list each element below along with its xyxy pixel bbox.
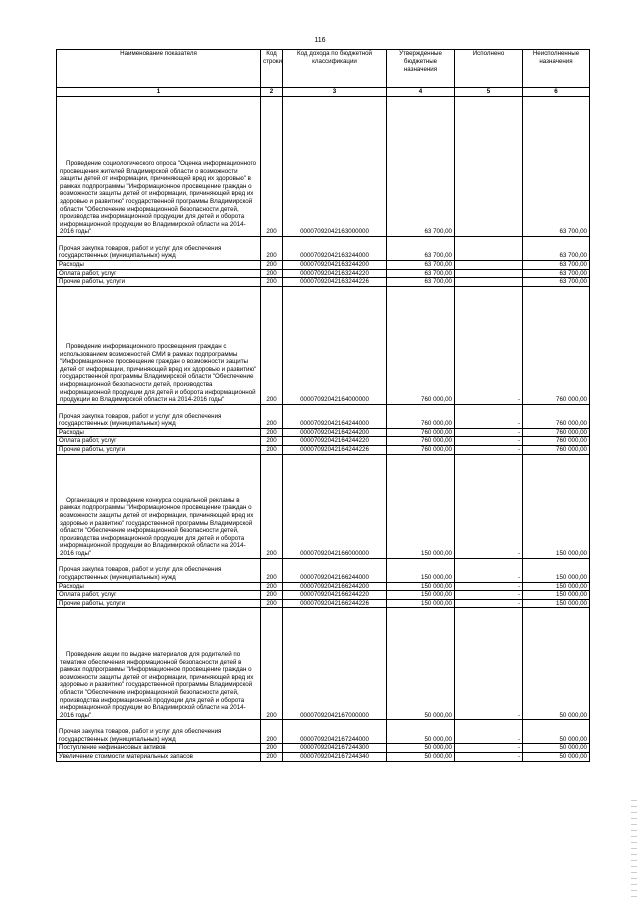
row-executed <box>455 97 523 237</box>
row-approved: 760 000,00 <box>387 286 455 404</box>
table-row <box>57 720 590 744</box>
row-line-code: 200 <box>261 720 283 744</box>
row-name: Прочие работы, услуги <box>57 278 261 287</box>
row-approved: 63 700,00 <box>387 261 455 270</box>
column-number: 6 <box>523 88 590 97</box>
row-executed: - <box>455 454 523 558</box>
column-number: 1 <box>57 88 261 97</box>
header-approved: Утвержденные бюджетные назначения <box>387 50 455 88</box>
row-name: Увеличение стоимости материальных запасов <box>57 752 261 761</box>
row-approved: 50 000,00 <box>387 720 455 744</box>
row-line-code: 200 <box>261 261 283 270</box>
row-approved: 63 700,00 <box>387 97 455 237</box>
row-unexecuted: 63 700,00 <box>523 97 590 237</box>
row-executed: - <box>455 591 523 600</box>
row-unexecuted: 760 000,00 <box>523 437 590 446</box>
row-income-code: 00007092042167000000 <box>283 608 387 720</box>
table-row <box>57 591 590 600</box>
row-executed: - <box>455 582 523 591</box>
table-row <box>57 286 590 404</box>
row-approved: 760 000,00 <box>387 428 455 437</box>
row-unexecuted: 150 000,00 <box>523 599 590 608</box>
row-line-code: 200 <box>261 752 283 761</box>
row-line-code: 200 <box>261 744 283 753</box>
row-executed: - <box>455 744 523 753</box>
row-executed <box>455 261 523 270</box>
row-unexecuted: 63 700,00 <box>523 261 590 270</box>
row-line-code: 200 <box>261 437 283 446</box>
row-income-code: 00007092042166244000 <box>283 558 387 582</box>
row-line-code: 200 <box>261 582 283 591</box>
row-income-code: 00007092042164000000 <box>283 286 387 404</box>
row-name: Расходы <box>57 582 261 591</box>
header-line-code: Код строки <box>261 50 283 88</box>
row-income-code: 00007092042164244000 <box>283 404 387 428</box>
row-line-code: 200 <box>261 97 283 237</box>
row-line-code: 200 <box>261 608 283 720</box>
row-name: Прочие работы, услуги <box>57 445 261 454</box>
row-executed <box>455 269 523 278</box>
row-executed: - <box>455 286 523 404</box>
row-name: Поступление нефинансовых активов <box>57 744 261 753</box>
table-row <box>57 437 590 446</box>
row-approved: 150 000,00 <box>387 591 455 600</box>
table-body <box>57 97 590 762</box>
row-name: Прочие работы, услуги <box>57 599 261 608</box>
row-approved: 50 000,00 <box>387 744 455 753</box>
row-line-code: 200 <box>261 269 283 278</box>
row-approved: 50 000,00 <box>387 608 455 720</box>
table-row <box>57 558 590 582</box>
row-name: Организация и проведение конкурса социальной рекламы в рамках подпрограммы "Информационное просвещение граждан о возможности защиты детей от информации, причиняющей вред их здоровью и развитию" государственной программы Владимирской области "Обеспечение информационной безопасности детей, производства информационной продукции для детей и оборота информационной продукции во Владимирской области на 2014-2016 годы" <box>57 454 261 558</box>
row-approved: 63 700,00 <box>387 237 455 261</box>
row-approved: 150 000,00 <box>387 558 455 582</box>
row-approved: 760 000,00 <box>387 445 455 454</box>
row-executed: - <box>455 720 523 744</box>
row-name: Прочая закупка товаров, работ и услуг для обеспечения государственных (муниципальных) нужд <box>57 720 261 744</box>
row-income-code: 00007092042166244200 <box>283 582 387 591</box>
header-unexecuted: Неисполненные назначения <box>523 50 590 88</box>
row-executed: - <box>455 445 523 454</box>
row-unexecuted: 63 700,00 <box>523 269 590 278</box>
row-executed: - <box>455 558 523 582</box>
row-unexecuted: 50 000,00 <box>523 720 590 744</box>
row-executed: - <box>455 608 523 720</box>
row-income-code: 00007092042166244220 <box>283 591 387 600</box>
row-line-code: 200 <box>261 591 283 600</box>
row-unexecuted: 50 000,00 <box>523 744 590 753</box>
row-approved: 760 000,00 <box>387 437 455 446</box>
column-number: 5 <box>455 88 523 97</box>
header-income-code: Код дохода по бюджетной классификации <box>283 50 387 88</box>
row-line-code: 200 <box>261 428 283 437</box>
row-income-code: 00007092042163244200 <box>283 261 387 270</box>
table-row <box>57 428 590 437</box>
row-income-code: 00007092042167244000 <box>283 720 387 744</box>
header-executed: Исполнено <box>455 50 523 88</box>
row-unexecuted: 760 000,00 <box>523 404 590 428</box>
row-income-code: 00007092042163244220 <box>283 269 387 278</box>
row-line-code: 200 <box>261 286 283 404</box>
row-line-code: 200 <box>261 558 283 582</box>
row-unexecuted: 150 000,00 <box>523 582 590 591</box>
row-unexecuted: 50 000,00 <box>523 752 590 761</box>
row-unexecuted: 150 000,00 <box>523 591 590 600</box>
table-row <box>57 582 590 591</box>
column-number: 4 <box>387 88 455 97</box>
row-approved: 63 700,00 <box>387 278 455 287</box>
row-approved: 63 700,00 <box>387 269 455 278</box>
table-row <box>57 752 590 761</box>
row-executed: - <box>455 428 523 437</box>
table-row <box>57 269 590 278</box>
row-income-code: 00007092042164244220 <box>283 437 387 446</box>
row-approved: 50 000,00 <box>387 752 455 761</box>
column-number: 2 <box>261 88 283 97</box>
row-name: Прочая закупка товаров, работ и услуг для обеспечения государственных (муниципальных) нужд <box>57 237 261 261</box>
row-unexecuted: 760 000,00 <box>523 445 590 454</box>
row-name: Проведение информационного просвещения граждан с использованием возможностей СМИ в рамках подпрограммы "Информационное просвещение граждан о возможности защиты детей от информации, причиняющей вред их здоровью и развитию" государственной программы Владимирской области "Обеспечение информационной безопасности детей, производства информационной продукции для детей и оборота информационной продукции во Владимирской области на 2014-2016 годы" <box>57 286 261 404</box>
header-name: Наименование показателя <box>57 50 261 88</box>
row-unexecuted: 760 000,00 <box>523 286 590 404</box>
row-approved: 150 000,00 <box>387 454 455 558</box>
row-unexecuted: 63 700,00 <box>523 237 590 261</box>
row-executed <box>455 237 523 261</box>
row-approved: 150 000,00 <box>387 599 455 608</box>
row-executed: - <box>455 752 523 761</box>
row-unexecuted: 150 000,00 <box>523 558 590 582</box>
row-executed: - <box>455 404 523 428</box>
table-row <box>57 237 590 261</box>
row-income-code: 00007092042163244226 <box>283 278 387 287</box>
row-name: Прочая закупка товаров, работ и услуг для обеспечения государственных (муниципальных) нужд <box>57 404 261 428</box>
row-unexecuted: 63 700,00 <box>523 278 590 287</box>
page-number: 116 <box>314 37 326 44</box>
row-name: Проведение социологического опроса "Оценка информационного просвещения жителей Владимирской области о возможности защиты детей от информации, причиняющей вред их здоровью" в рамках подпрограммы "Информационное просвещение граждан о возможности защиты детей от информации, причиняющей вред их здоровью и развитию" государственной программы Владимирской области "Обеспечение информационной безопасности детей, производства информационной продукции для детей и оборота информационной продукции во Владимирской области на 2014-2016 годы" <box>57 97 261 237</box>
table-row <box>57 404 590 428</box>
table-row <box>57 744 590 753</box>
row-name: Оплата работ, услуг <box>57 437 261 446</box>
row-income-code: 00007092042163244000 <box>283 237 387 261</box>
row-line-code: 200 <box>261 278 283 287</box>
scan-artifact <box>631 800 637 900</box>
header-row <box>57 50 590 88</box>
row-line-code: 200 <box>261 237 283 261</box>
row-name: Расходы <box>57 428 261 437</box>
row-executed <box>455 278 523 287</box>
row-executed: - <box>455 599 523 608</box>
row-approved: 760 000,00 <box>387 404 455 428</box>
row-name: Проведение акции по выдаче материалов для родителей по тематике обеспечения информационной безопасности детей в рамках подпрограммы "Информационное просвещение граждан о возможности защиты детей от информации, причиняющей вред их здоровью и развитию" государственной программы Владимирской области "Обеспечение информационной безопасности детей, производства информационной продукции для детей и оборота информационной продукции во Владимирской области на 2014-2016 годы" <box>57 608 261 720</box>
row-line-code: 200 <box>261 454 283 558</box>
row-executed: - <box>455 437 523 446</box>
row-income-code: 00007092042166244226 <box>283 599 387 608</box>
row-name: Оплата работ, услуг <box>57 269 261 278</box>
row-name: Расходы <box>57 261 261 270</box>
table-row <box>57 599 590 608</box>
row-income-code: 00007092042164244200 <box>283 428 387 437</box>
row-income-code: 00007092042167244340 <box>283 752 387 761</box>
row-approved: 150 000,00 <box>387 582 455 591</box>
budget-table <box>56 49 590 762</box>
row-income-code: 00007092042166000000 <box>283 454 387 558</box>
column-number: 3 <box>283 88 387 97</box>
table-row <box>57 97 590 237</box>
table-row <box>57 278 590 287</box>
column-number-row <box>57 88 590 97</box>
table-row <box>57 445 590 454</box>
row-name: Оплата работ, услуг <box>57 591 261 600</box>
row-name: Прочая закупка товаров, работ и услуг для обеспечения государственных (муниципальных) нужд <box>57 558 261 582</box>
table-row <box>57 608 590 720</box>
row-unexecuted: 150 000,00 <box>523 454 590 558</box>
row-line-code: 200 <box>261 599 283 608</box>
table-row <box>57 454 590 558</box>
row-income-code: 00007092042164244226 <box>283 445 387 454</box>
row-unexecuted: 760 000,00 <box>523 428 590 437</box>
row-unexecuted: 50 000,00 <box>523 608 590 720</box>
row-line-code: 200 <box>261 404 283 428</box>
table-row <box>57 261 590 270</box>
row-line-code: 200 <box>261 445 283 454</box>
row-income-code: 00007092042163000000 <box>283 97 387 237</box>
row-income-code: 00007092042167244300 <box>283 744 387 753</box>
